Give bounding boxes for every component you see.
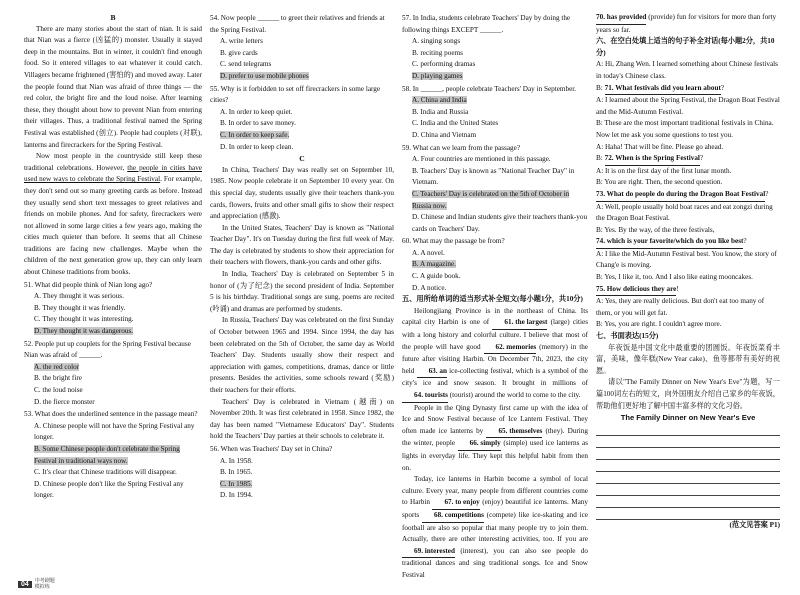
answer-62: 62. memories xyxy=(484,342,537,355)
punct: ? xyxy=(720,83,725,92)
question xyxy=(24,409,202,502)
question-stem: 52. People put up couplets for the Spring Festival because Nian was afraid of ______. xyxy=(24,339,191,360)
answer-option[interactable]: D. Chinese and Indian students give their teachers thank-you cards on Teachers' Day. xyxy=(412,213,588,233)
cloze-text: (memory) in the future after visiting Harbin. On December 7th, 2023, the city held xyxy=(402,342,588,375)
question xyxy=(402,13,588,83)
section-c-title: C xyxy=(299,154,305,164)
cloze-text: (interest), you can also see people do traditional dances and sing traditional songs. Ice and Snow Festival xyxy=(402,546,588,579)
cloze-paragraph-2 xyxy=(402,403,588,475)
cloze-text: Heilongjiang Province is in the northeast of China. Its capital city Harbin is one of xyxy=(402,306,588,327)
p2-start: Now most people in the countryside still keep these traditional celebrations. However, xyxy=(24,152,202,172)
answer-option[interactable]: A. They thought it was serious. xyxy=(34,292,124,301)
passage-c xyxy=(210,165,394,443)
question xyxy=(402,143,588,236)
answer-option[interactable]: D. the fierce monster xyxy=(34,397,95,406)
question xyxy=(24,280,202,338)
answer-option[interactable]: D. In 1994. xyxy=(220,491,253,500)
answer-option[interactable]: A. write letters xyxy=(220,37,263,46)
punct: ! xyxy=(676,284,679,293)
dialogue-line: B: These are the most important traditional festivals in China. Now let me ask you some questions to test you. xyxy=(596,119,774,139)
writing-line[interactable] xyxy=(596,496,780,508)
dialogue-line xyxy=(596,83,780,96)
answer-option[interactable]: C. They thought it was interesting. xyxy=(34,315,134,324)
column-2 xyxy=(210,12,394,502)
question-stem: 55. Why is it forbidden to set off firecrackers in some large cities? xyxy=(210,84,381,105)
questions-54-55 xyxy=(210,13,394,153)
answer-73: 73. What do people do during the Dragon Boat Festival xyxy=(596,189,765,202)
speaker: B: You are right. Then, the second question. xyxy=(596,178,723,187)
answer-option[interactable]: D. prefer to use mobile phones xyxy=(220,71,309,80)
answer-option[interactable]: B. the bright fire xyxy=(34,374,82,383)
answer-option[interactable]: B. A magazine. xyxy=(412,260,456,269)
passage-c-paragraph: In the United States, Teachers' Day is known as "National Teacher Day". It's on Tuesday during the first full week of May. The day is celebrated by students to show their appreciation for their teachers with flowers, thank-you cards and other gifts. xyxy=(210,223,394,267)
answer-65: 65. themselves xyxy=(486,426,542,439)
cloze-text: (compete) like ice-skating and ice football are also so popular that many people try to join them. Actually, there are other interesting activities, too. If you are xyxy=(402,510,588,544)
section-b-title: B xyxy=(110,13,116,22)
column-3 xyxy=(402,12,588,582)
section6-heading: 六、在空白处填上适当的句子补全对话(每小题2分，共10分) xyxy=(596,37,775,57)
cloze-continuation xyxy=(596,12,780,36)
answer-option[interactable]: A. the red color xyxy=(34,362,80,371)
answer-option[interactable]: D. A notice. xyxy=(412,283,447,292)
cloze-text: (enjoy) beautiful ice lanterns. Many sports xyxy=(402,498,588,519)
question-stem: 54. Now people ______ to greet their relatives and friends at the Spring Festival. xyxy=(210,14,385,34)
answer-64: 64. tourists xyxy=(402,390,448,403)
question xyxy=(210,444,394,502)
question-stem: 60. What may the passage be from? xyxy=(402,237,505,246)
question-stem: 53. What does the underlined sentence in the passage mean? xyxy=(24,410,198,419)
speaker: B: xyxy=(596,83,605,92)
page-number: 04 xyxy=(18,581,32,588)
answer-option[interactable]: C. In order to keep safe. xyxy=(220,130,290,139)
answer-option[interactable]: B. They thought it was friendly. xyxy=(34,303,126,312)
question-stem: 57. In India, students celebrate Teachers' Day by doing the following things EXCEPT ______. xyxy=(402,14,571,34)
answer-option[interactable]: B. Some Chinese people don't celebrate the Spring Festival in traditional ways now. xyxy=(34,444,180,465)
p2-end: . For example, they don't send out so many greeting cards as before. Instead they usually send short text messages to greet relatives and friends on mobile phones. And for safety, firecrackers were not allowed in some large cities a few years ago, making the cities much quieter than before. It seems that all Chinese traditions are facing new challenges. Maybe when the children of the next generation grow up, they can only learn about Chinese traditions from books. xyxy=(24,175,202,277)
writing-lines[interactable] xyxy=(596,424,780,520)
answer-option[interactable]: C. A guide book. xyxy=(412,272,461,281)
answer-option[interactable]: B. give cards xyxy=(220,48,258,57)
question xyxy=(402,84,588,142)
answer-option[interactable]: C. Teachers' Day is celebrated on the 5th of October in Russia now. xyxy=(412,189,570,210)
dialogue-line: A: Haha! That will be fine. Please go ahead. xyxy=(596,142,724,151)
dialogue-line: A: I like the Mid-Autumn Festival best. You know, the story of Chang'e is moving. xyxy=(596,249,777,270)
column-1 xyxy=(24,12,202,502)
answer-option[interactable]: D. playing games xyxy=(412,71,463,80)
answer-72: 72. When is the Spring Festival xyxy=(605,153,700,166)
answer-option[interactable]: B. In order to save money. xyxy=(220,119,296,128)
dialogue-line xyxy=(596,177,780,201)
column-4 xyxy=(596,12,780,531)
answer-option[interactable]: C. In 1985. xyxy=(220,479,253,488)
writing-line[interactable] xyxy=(596,436,780,448)
answer-option[interactable]: C. India and the United States xyxy=(412,119,499,128)
question-stem: 56. When was Teachers' Day set in China? xyxy=(210,444,333,453)
dialogue-line xyxy=(596,225,780,249)
cloze-text: (large) cities with a long history and colorful culture. I believe that most of the people will have good xyxy=(402,318,588,351)
answer-71: 71. What festivals did you learn about xyxy=(605,83,721,96)
answer-option[interactable]: C. performing dramas xyxy=(412,60,476,69)
passage-c-paragraph: In Russia, Teachers' Day was celebrated on the first Sunday of October between 1965 and 1994. Since 1994, the day has been celebrated on the 5th of October, the same day as World Teachers' Day. Students usually show their respect and appreciation with games, competitions, dramas, dance or little presents. Besides the activities, some schools reward (奖励) their teachers for their efforts. xyxy=(210,316,394,394)
answer-option[interactable]: A. In order to keep quiet. xyxy=(220,107,293,116)
writing-line[interactable] xyxy=(596,508,780,520)
answer-67: 67. to enjoy xyxy=(432,497,479,510)
section7-heading: 七、书面表达(15分) xyxy=(596,332,659,341)
question xyxy=(402,236,588,294)
answer-option[interactable]: B. In 1965. xyxy=(220,468,253,477)
answer-option[interactable]: C. It's clear that Chinese traditions will disappear. xyxy=(34,468,177,477)
answer-63: 63. an xyxy=(417,366,447,379)
cloze-text: (they). During the winter, people xyxy=(402,426,588,448)
answer-74: 74. which is your favorite/which do you like best xyxy=(596,236,743,249)
answer-option[interactable]: A. singing songs xyxy=(412,37,461,46)
passage-b-p2 xyxy=(24,151,202,279)
writing-prompt-2: 请以"The Family Dinner on New Year's Eve"为题，写一篇100词左右的短文，向外国朋友介绍自己家乡的年夜饭，帮助他们更好地了解中国丰富多样的文化习俗。 xyxy=(596,378,780,410)
answer-option[interactable]: A. China and India xyxy=(412,96,467,105)
writing-line[interactable] xyxy=(596,484,780,496)
answer-option[interactable]: C. send telegrams xyxy=(220,60,272,69)
dialogue-line: A: I learned about the Spring Festival, the Dragon Boat Festival and the Mid-Autumn Festival. xyxy=(596,96,780,116)
questions-51-53 xyxy=(24,280,202,502)
essay-title: The Family Dinner on New Year's Eve xyxy=(620,413,756,423)
writing-prompt-1: 年夜饭是中国文化中最重要的团圆饭。年夜饭菜肴丰富，美味，像年糕(New Year cake)、鱼等都带有美好的祝愿。 xyxy=(596,343,780,375)
question xyxy=(210,13,394,83)
underlined-sentence: the people in cities have used new ways to celebrate the Spring Festival xyxy=(24,163,202,184)
cloze-text: Today, ice lanterns in Harbin become a symbol of local culture. Every year, many people from different countries come to Harbin xyxy=(402,475,588,507)
speaker: B: Yes, I like it, too. And I also like eating mooncakes. xyxy=(596,273,753,282)
dialogue-line xyxy=(596,153,780,166)
question xyxy=(210,84,394,154)
question-stem: 59. What can we learn from the passage? xyxy=(402,143,521,152)
question-56 xyxy=(210,444,394,502)
question-stem: 51. What did people think of Nian long ago? xyxy=(24,280,153,289)
answer-reference: (范文见答案 P1) xyxy=(729,520,780,529)
passage-b-p1: There are many stories about the start of nian. It is said that Nian was a fierce (凶猛的) monster. Usually it stayed deep in the mountains. But in winter, it couldn't find enough food. So it entered villages to eat whatever it could catch. Villagers became frightened (害怕的) and moved away. Later the people found that Nian was afraid of three things — the red color, the bright fire and the loud noise. After learning these, they thought about how to prevent Nian from entering their villages. Thus, a traditional festival named the Spring Festival was established (创立). People had couplets (对联), lanterns and firecrackers for the Spring Festival. xyxy=(24,24,202,149)
footer-label: 中考刷题 模拟练 xyxy=(34,578,55,590)
cloze-paragraph-3 xyxy=(402,474,588,581)
answer-68: 68. competitions xyxy=(422,510,484,523)
cloze-text: (simple) used ice lanterns as lights in everyday life. They kept this helpful habit from then on. xyxy=(402,439,588,472)
question-stem: 58. In ______, people celebrate Teachers' Day in September. xyxy=(402,84,577,93)
answer-75: 75. How delicious they are xyxy=(596,284,676,297)
cloze-text: (provide) fun for visitors for more than forty years so far. xyxy=(596,13,777,34)
writing-line[interactable] xyxy=(596,472,780,484)
writing-line[interactable] xyxy=(596,424,780,436)
punct: ? xyxy=(765,189,769,198)
speaker: B: xyxy=(596,154,605,163)
answer-option[interactable]: A. In 1958. xyxy=(220,456,253,465)
question xyxy=(24,339,202,409)
answer-option[interactable]: D. They thought it was dangerous. xyxy=(34,327,134,336)
writing-line[interactable] xyxy=(596,448,780,460)
dialogue-line: A: Well, people usually hold boat races and eat zongzi during the Dragon Boat Festival. xyxy=(596,202,773,223)
dialogue-line: A: It is on the first day of the first lunar month. xyxy=(596,166,732,175)
passage-c-paragraph: In China, Teachers' Day was really set on September 10, 1985. Now people celebrate it on September 10 every year. On this special day, students usually give their teachers thank-you cards, flowers, fruits and other small gifts to show their respect and appreciation (感激). xyxy=(210,165,394,221)
dialogue-line: A: Hi, Zhang Wen. I learned something about Chinese festivals in today's Chinese class. xyxy=(596,60,778,80)
answer-option[interactable]: A. A novel. xyxy=(412,248,445,257)
answer-option[interactable]: C. the loud noise xyxy=(34,386,83,394)
questions-57-60 xyxy=(402,13,588,294)
answer-69: 69. interested xyxy=(402,546,455,559)
answer-61: 61. the largest xyxy=(492,317,547,330)
cloze-paragraph-1 xyxy=(402,306,588,403)
section5-heading: 五、用所给单词的适当形式补全短文(每小题1分，共10分) xyxy=(402,295,583,304)
passage-c-paragraph: In India, Teachers' Day is celebrated on September 5 in honor of (为了纪念) the second president of India. September 5 is his birthday. Traditional songs are sung, poems are recited (吟诵) and dramas are performed by students. xyxy=(210,270,394,313)
page-footer xyxy=(18,578,61,590)
answer-option[interactable]: D. Chinese people don't like the Spring Festival any longer. xyxy=(34,479,184,500)
speaker: B: Yes. By the way, of the three festivals, xyxy=(596,225,715,234)
answer-option[interactable]: D. In order to keep clean. xyxy=(220,142,294,151)
punct: ? xyxy=(699,154,704,163)
answer-option[interactable]: D. China and Vietnam xyxy=(412,130,477,139)
dialogue-line: B: Yes, you are right. I couldn't agree more. xyxy=(596,320,722,329)
passage-c-paragraph: Teachers' Day is celebrated in Vietnam (越南) on November 20th. It was first celebrated in 1958. Since 1982, the day has been named "Vietnamese Educators' Day". Students hold the Teachers' Day parties at their schools to celebrate it. xyxy=(210,397,394,441)
writing-line[interactable] xyxy=(596,460,780,472)
answer-70: 70. has provided xyxy=(596,12,646,25)
dialogue-line: A: Yes, they are really delicious. But don't eat too many of them, or you will get fat. xyxy=(596,297,765,317)
punct: ? xyxy=(743,237,747,246)
answer-option[interactable]: A. Chinese people will not have the Spring Festival any longer. xyxy=(34,421,195,442)
cloze-text: (tourist) around the world to come to the city. xyxy=(447,391,581,399)
answer-option[interactable]: B. reciting poems xyxy=(412,48,463,57)
dialogue-line xyxy=(596,272,780,296)
answer-option[interactable]: B. India and Russia xyxy=(412,107,469,116)
answer-option[interactable]: B. Teachers' Day is known as "National Teacher Day" in Vietnam. xyxy=(412,166,575,187)
cloze-text: ice-collecting festival, which is a symbol of the city's ice and snow season. It brought in millions of xyxy=(402,366,589,388)
cloze-text: People in the Qing Dynasty first came up with the idea of Ice and Snow Festival because of Ice Lantern Festival. They often made ice lanterns by xyxy=(402,403,588,435)
answer-option[interactable]: A. Four countries are mentioned in this passage. xyxy=(412,155,551,164)
answer-66: 66. simply xyxy=(458,438,501,451)
